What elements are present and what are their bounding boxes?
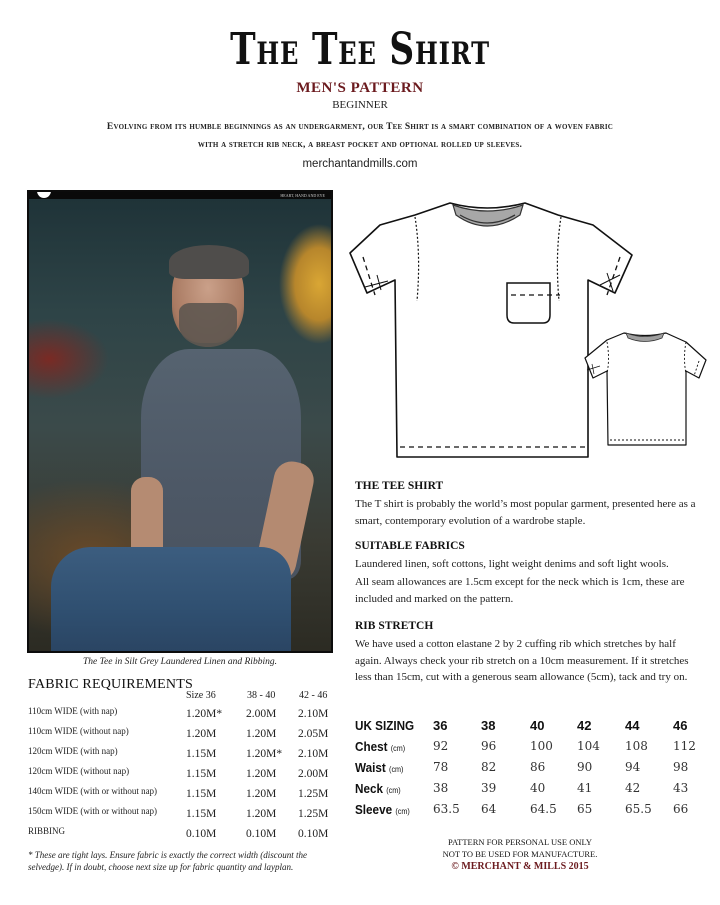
section-body-fabrics: Laundered linen, soft cottons, light weight denims and soft light wools. [355,558,669,570]
intro-text [60,118,660,154]
fabric-row [28,766,348,786]
fabric-row [28,786,348,806]
cell: 42 [625,781,641,795]
fabric-value: 1.15M [186,748,217,760]
intro-line-2: with a stretch rib neck, a breast pocket and optional rolled up sleeves. [197,140,523,150]
section-body-tee-shirt: The T shirt is probably the world’s most popular garment, presented here as a smart, contemporary evolution of a wardrobe staple. [355,498,696,527]
row-label: Waist (cm) [355,760,404,775]
fabric-row-label: 150cm WIDE (with or without nap) [28,806,158,816]
fabric-value: 1.20M [246,808,277,820]
fabric-value: 0.10M [246,828,277,840]
fabric-row [28,806,348,826]
sizing-row-sleeve [355,802,705,824]
fabric-value: 0.10M [186,828,217,840]
section-body-seam-allowance: All seam allowances are 1.5cm except for the neck which is 1cm, these are included and marked on the pattern. [355,576,685,605]
fabric-value: 2.00M [298,768,329,780]
size-col: 38 [481,718,496,733]
section-heading-fabrics: SUITABLE FABRICS [355,540,465,552]
cell: 98 [673,760,689,774]
cell: 108 [625,739,648,753]
size-col: 36 [433,718,448,733]
size-col: 46 [673,718,688,733]
fabric-col-header: 38 - 40 [247,690,276,701]
cell: 39 [481,781,497,795]
fabric-requirements-title: FABRIC REQUIREMENTS [28,677,193,692]
fabric-row-label: 110cm WIDE (with nap) [28,706,118,716]
sizing-header-label: UK SIZING [355,718,415,733]
fabric-row [28,826,348,846]
photo-caption: The Tee in Silt Grey Laundered Linen and Ribbing. [83,657,277,667]
sizing-row-chest [355,739,705,761]
cell: 78 [433,760,449,774]
fabric-value: 2.10M [298,708,329,720]
tee-shirt-back-diagram [582,328,710,450]
sizing-header-row [355,718,705,740]
fabric-value: 1.20M [246,728,277,740]
cell: 41 [577,781,593,795]
legal-no-manufacture: NOT TO BE USED FOR MANUFACTURE. [442,849,598,859]
skill-level: BEGINNER [332,99,388,111]
cell: 66 [673,802,689,816]
size-col: 40 [530,718,545,733]
fabric-value: 1.20M [246,768,277,780]
fabric-value: 2.00M [246,708,277,720]
cell: 63.5 [433,802,460,816]
cell: 96 [481,739,497,753]
photo-tag: HEART, HAND AND EYE [280,193,325,198]
fabric-value: 2.10M [298,748,329,760]
sizing-row-neck [355,781,705,803]
cell: 64.5 [530,802,557,816]
fabric-value: 1.15M [186,808,217,820]
section-body-rib-stretch: We have used a cotton elastane 2 by 2 cuffing rib which stretches by half again. Always check your rib stretch on a 10cm measurement. If it stretches less than 15cm, cut with a generous seam allowance (5cm), tack and try on. [355,638,689,683]
size-col: 42 [577,718,592,733]
workshop-background [29,199,331,653]
fabric-value: 1.25M [298,788,329,800]
fabric-value: 1.20M [186,728,217,740]
model-hair [169,245,249,279]
fabric-row [28,726,348,746]
cell: 90 [577,760,593,774]
row-label: Neck (cm) [355,781,401,796]
cell: 104 [577,739,600,753]
size-col: 44 [625,718,640,733]
section-heading-tee-shirt: THE TEE SHIRT [355,480,444,492]
cell: 65 [577,802,593,816]
cell: 94 [625,760,641,774]
pattern-subtitle: MEN'S PATTERN [296,80,424,96]
website-link[interactable]: merchantandmills.com [302,158,418,170]
fabric-value: 1.25M [298,808,329,820]
model-beard [179,303,237,347]
row-label: Chest (cm) [355,739,406,754]
cell: 64 [481,802,497,816]
fabric-row-label: 140cm WIDE (with or without nap) [28,786,158,796]
fabric-row-label: 120cm WIDE (with nap) [28,746,118,756]
cell: 43 [673,781,689,795]
fabric-value: 2.05M [298,728,329,740]
fabric-row [28,706,348,726]
cell: 38 [433,781,449,795]
intro-line-1: Evolving from its humble beginnings as an undergarment, our Tee Shirt is a smart combination of a woven fabric [106,122,614,132]
fabric-row-label: 110cm WIDE (without nap) [28,726,129,736]
cell: 65.5 [625,802,652,816]
fabric-row-label: 120cm WIDE (without nap) [28,766,130,776]
fabric-value: 1.20M* [246,748,283,760]
cell: 112 [673,739,696,753]
model-photo [27,190,333,653]
fabric-value: 1.20M [246,788,277,800]
legal-personal-use: PATTERN FOR PERSONAL USE ONLY [448,837,592,847]
fabric-col-header: 42 - 46 [299,690,328,701]
cell: 92 [433,739,449,753]
cell: 86 [530,760,546,774]
fabric-footnote: * These are tight lays. Ensure fabric is exactly the correct width (discount the selvedge). If in doubt, choose next size up for fabric quantity and layplan. [28,850,307,872]
fabric-row [28,746,348,766]
cell: 82 [481,760,497,774]
copyright: © MERCHANT & MILLS 2015 [451,861,589,872]
fabric-col-header: Size 36 [186,690,216,701]
cell: 40 [530,781,546,795]
page-title: The Tee Shirt [230,24,490,75]
section-heading-rib-stretch: RIB STRETCH [355,620,434,632]
fabric-value: 1.20M* [186,708,223,720]
fabric-row-label: RIBBING [28,826,66,836]
fabric-value: 0.10M [298,828,329,840]
fabric-value: 1.15M [186,788,217,800]
cell: 100 [530,739,553,753]
fabric-value: 1.15M [186,768,217,780]
row-label: Sleeve (cm) [355,802,410,817]
sizing-row-waist [355,760,705,782]
model-jeans [51,547,291,653]
